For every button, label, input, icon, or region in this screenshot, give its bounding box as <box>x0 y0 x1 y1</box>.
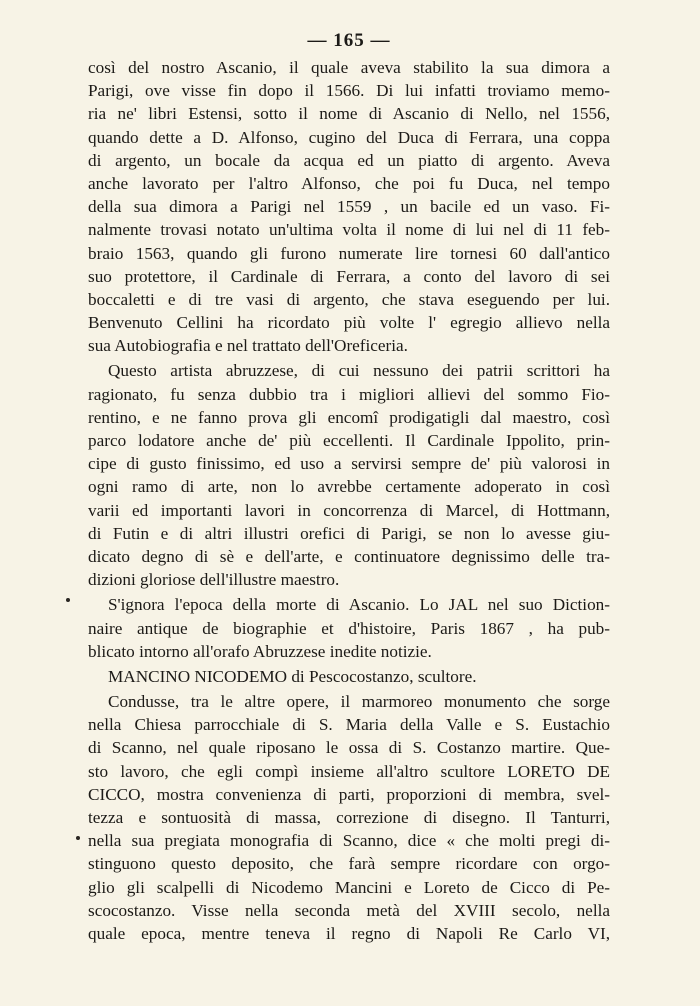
text-line: Questo artista abruzzese, di cui nessuno dei patrii scrittori ha <box>108 361 610 381</box>
text-line: nella sua pregiata monografia di Scanno, dice « che molti pregi di- <box>88 831 610 851</box>
paragraph <box>88 359 610 591</box>
text-line: ragionato, fu senza dubbio tra i migliori allievi del sommo Fio- <box>88 384 610 404</box>
text-line: CICCO, mostra convenienza di parti, proporzioni di membra, svel- <box>88 784 610 804</box>
text-line: S'ignora l'epoca della morte di Ascanio. Lo JAL nel suo Diction- <box>108 595 610 615</box>
text-line: ria ne' libri Estensi, sotto il nome di Ascanio di Nello, nel 1556, <box>88 104 610 124</box>
text-line: suo protettore, il Cardinale di Ferrara, a conto del lavoro di sei <box>88 266 610 286</box>
text-line: Benvenuto Cellini ha ricordato più volte l' egregio allievo nella <box>88 313 610 333</box>
text-line: glio gli scalpelli di Nicodemo Mancini e Loreto de Cicco di Pe- <box>88 877 610 897</box>
text-line: di Futin e di altri illustri orefici di Parigi, se non lo avesse giu- <box>88 523 610 543</box>
text-line: di Scanno, nel quale riposano le ossa di S. Costanzo martire. Que- <box>88 738 610 758</box>
text-line: di argento, un bocale da acqua ed un piatto di argento. Aveva <box>88 150 610 170</box>
text-line: naire antique de biographie et d'histoire, Paris 1867 , ha pub- <box>88 618 610 638</box>
text-line: Condusse, tra le altre opere, il marmoreo monumento che sorge <box>108 692 610 712</box>
margin-dot-icon <box>66 598 70 602</box>
text-line: blicato intorno all'orafo Abruzzese inedite notizie. <box>88 641 432 661</box>
text-line: parco lodatore anche de' più eccellenti. Il Cardinale Ippolito, prin- <box>88 431 610 450</box>
text-line: boccaletti e di tre vasi di argento, che stava eseguendo per lui. <box>88 289 610 309</box>
text-line: cipe di gusto finissimo, ed uso a servirsi sempre de' più valorosi in <box>88 454 610 474</box>
paragraph <box>88 56 610 357</box>
entry-heading <box>88 665 610 688</box>
margin-dot-icon <box>76 836 80 840</box>
text-line: ogni ramo di arte, non lo avrebbe certamente adoperato in così <box>88 477 610 497</box>
text-line: varii ed importanti lavori in concorrenza di Marcel, di Hottmann, <box>88 500 610 520</box>
text-line: nalmente trovasi notato un'ultima volta il nome di lui nel di 11 feb- <box>88 220 610 240</box>
paragraph <box>88 690 610 945</box>
text-line: nella Chiesa parrocchiale di S. Maria della Valle e S. Eustachio <box>88 715 610 735</box>
text-line: dicato degno di sè e dell'arte, e continuatore degnissimo delle tra- <box>88 546 610 566</box>
text-body <box>88 56 610 945</box>
text-line: rentino, e ne fanno prova gli encomî prodigatigli dal maestro, così <box>88 407 610 427</box>
text-line: sua Autobiografia e nel trattato dell'Oreficeria. <box>88 336 408 356</box>
text-line: stinguono questo deposito, che farà sempre ricordare con orgo- <box>88 854 610 874</box>
text-line: così del nostro Ascanio, il quale aveva stabilito la sua dimora a <box>88 58 610 77</box>
text-line: dizioni gloriose dell'illustre maestro. <box>88 570 340 590</box>
page-number: — 165 — <box>307 30 391 51</box>
paragraph <box>88 593 610 663</box>
text-line: MANCINO NICODEMO di Pescocostanzo, scultore. <box>108 666 477 686</box>
text-line: braio 1563, quando gli furono numerate lire tornesi 60 dall'antico <box>88 243 610 263</box>
text-line: quando dette a D. Alfonso, cugino del Duca di Ferrara, una coppa <box>88 127 610 147</box>
text-line: tezza e sontuosità di massa, correzione di disegno. Il Tanturri, <box>88 808 610 827</box>
text-line: della sua dimora a Parigi nel 1559 , un bacile ed un vaso. Fi- <box>88 197 610 217</box>
text-line: sto lavoro, che egli compì insieme all'altro scultore LORETO DE <box>88 761 610 781</box>
text-line: scocostanzo. Visse nella seconda metà del XVIII secolo, nella <box>88 900 610 920</box>
text-line: Parigi, ove visse fin dopo il 1566. Di lui infatti troviamo memo- <box>88 81 610 101</box>
text-line: quale epoca, mentre teneva il regno di Napoli Re Carlo VI, <box>88 923 610 943</box>
text-line: anche lavorato per l'altro Alfonso, che poi fu Duca, nel tempo <box>88 173 610 193</box>
